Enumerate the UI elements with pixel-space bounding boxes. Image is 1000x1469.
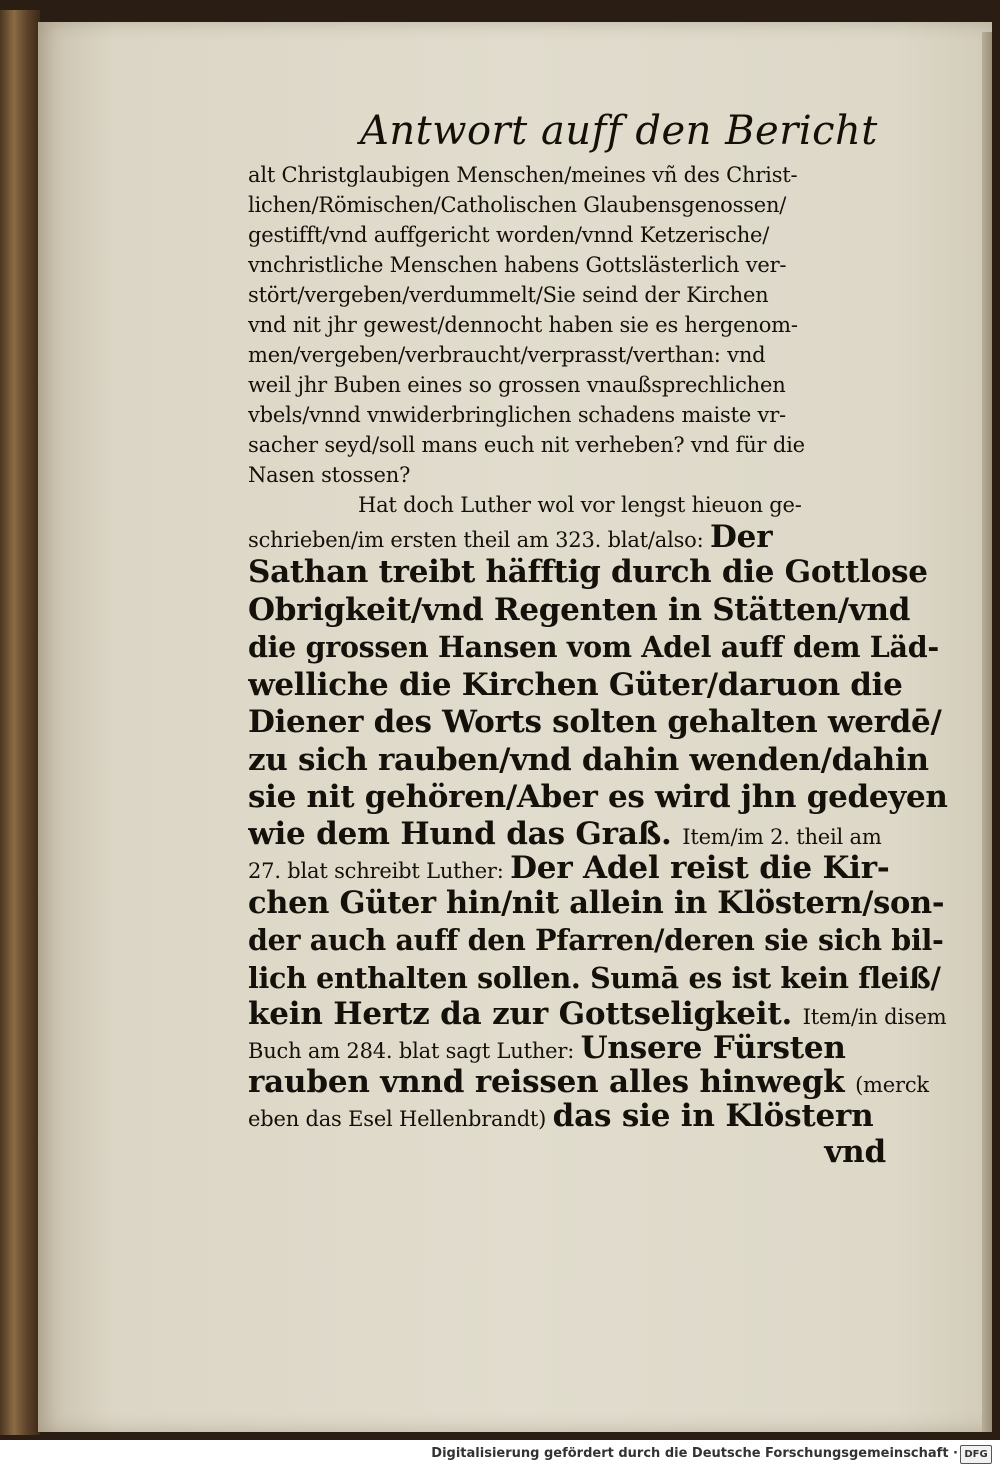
text-line: vbels/vnnd vnwiderbringlichen schadens maiste vr- — [248, 403, 786, 427]
quotation-line: chen Güter hin/nit allein in Klöstern/son- — [248, 884, 945, 921]
quotation-text: Unsere Fürsten — [580, 1031, 846, 1065]
paragraph-start-line: Hat doch Luther wol vor lengst hieuon ge- — [358, 493, 802, 517]
quotation-text: wie dem Hund das Graß. — [248, 816, 683, 851]
quotation-line: die grossen Hansen vom Adel auff dem Läd- — [248, 630, 939, 664]
page-body — [248, 160, 948, 1171]
mixed-line — [248, 520, 948, 554]
text-line: vnd nit jhr gewest/dennocht haben sie es hergenom- — [248, 313, 798, 337]
small-text: 27. blat schreibt Luther: — [248, 858, 511, 883]
text-line: men/vergeben/verbraucht/verprasst/verthan: vnd — [248, 343, 766, 367]
quotation-text: Der Adel reist die Kir- — [510, 850, 890, 885]
quotation-text: das sie in Klöstern — [552, 1099, 874, 1133]
text-line: stört/vergeben/verdummelt/Sie seind der Kirchen — [248, 283, 769, 307]
quotation-line: Sathan treibt häfftig durch die Gottlose — [248, 554, 928, 590]
small-text: Item/in disem — [802, 1005, 947, 1029]
funding-notice: Digitalisierung gefördert durch die Deutsche Forschungsgemeinschaft · — [431, 1446, 958, 1461]
dfg-logo-icon: DFG — [960, 1445, 992, 1464]
quotation-line: sie nit gehören/Aber es wird jhn gedeyen — [248, 779, 948, 815]
small-text: Item/im 2. theil am — [682, 824, 882, 849]
text-line: Nasen stossen? — [248, 463, 411, 487]
mixed-line — [248, 997, 948, 1031]
quotation-line: Diener des Worts solten gehalten werdē/ — [248, 704, 942, 740]
quotation-line: Obrigkeit/vnd Regenten in Stätten/vnd — [248, 591, 911, 628]
small-text: Buch am 284. blat sagt Luther: — [248, 1039, 581, 1063]
text-line: gestifft/vnd auffgericht worden/vnnd Ketzerische/ — [248, 223, 770, 247]
running-head: Antwort auff den Bericht — [360, 108, 878, 154]
text-line: sacher seyd/soll mans euch nit verheben? vnd für die — [248, 433, 805, 457]
quotation-line: zu sich rauben/vnd dahin wenden/dahin — [248, 741, 929, 778]
text-line: lichen/Römischen/Catholischen Glaubensgenossen/ — [248, 193, 787, 217]
quotation-line: der auch auff den Pfarren/deren sie sich bil- — [248, 923, 944, 957]
quotation-line: welliche die Kirchen Güter/daruon die — [248, 666, 903, 703]
small-text: schrieben/im ersten theil am 323. blat/also: — [248, 528, 710, 552]
book-spine — [0, 10, 41, 1435]
catchword: vnd — [824, 1134, 886, 1170]
quotation-text: kein Hertz da zur Gottseligkeit. — [248, 997, 803, 1031]
mixed-line — [248, 851, 948, 885]
footer-bar — [0, 1440, 1000, 1469]
small-text: eben das Esel Hellenbrandt) — [248, 1107, 553, 1131]
small-text: (merck — [855, 1073, 929, 1097]
mixed-line — [248, 817, 948, 851]
mixed-line — [248, 1099, 948, 1133]
quotation-text: rauben vnnd reissen alles hinwegk — [248, 1065, 856, 1099]
page-edge — [982, 32, 992, 1432]
quotation-text: Der — [709, 520, 773, 554]
text-line: alt Christglaubigen Menschen/meines vñ des Christ- — [248, 163, 798, 187]
mixed-line — [248, 1065, 948, 1099]
text-line: vnchristliche Menschen habens Gottslästerlich ver- — [248, 253, 787, 277]
quotation-line: lich enthalten sollen. Sumā es ist kein fleiß/ — [248, 960, 941, 995]
text-line: weil jhr Buben eines so grossen vnaußsprechlichen — [248, 373, 786, 397]
mixed-line — [248, 1031, 948, 1065]
